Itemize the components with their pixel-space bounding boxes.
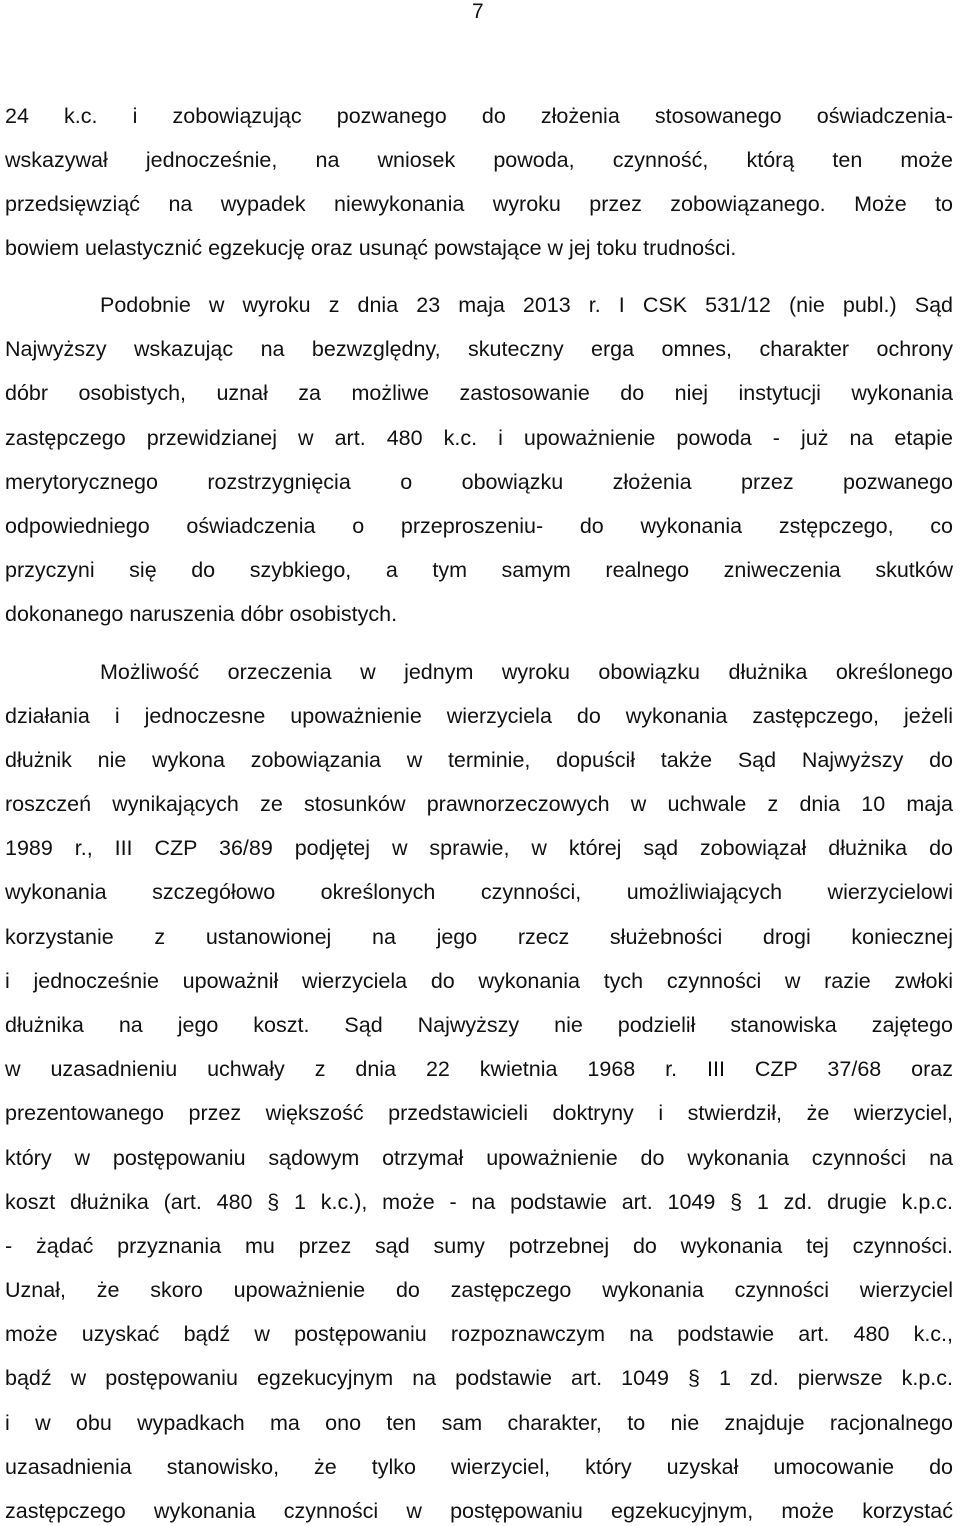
text-line: zastępczego przewidzianej w art. 480 k.c. i upoważnienie powoda - już na etapie bbox=[5, 426, 953, 450]
text-line: bądź w postępowaniu egzekucyjnym na podstawie art. 1049 § 1 zd. pierwsze k.p.c. bbox=[5, 1366, 953, 1390]
text-line: roszczeń wynikających ze stosunków prawnorzeczowych w uchwale z dnia 10 maja bbox=[5, 792, 953, 816]
text-line: i jednocześnie upoważnił wierzyciela do wykonania tych czynności w razie zwłoki bbox=[5, 969, 953, 993]
text-line: dłużnika na jego koszt. Sąd Najwyższy nie podzielił stanowiska zajętego bbox=[5, 1013, 953, 1037]
text-line: - żądać przyznania mu przez sąd sumy potrzebnej do wykonania tej czynności. bbox=[5, 1234, 953, 1258]
text-line: Podobnie w wyroku z dnia 23 maja 2013 r. I CSK 531/12 (nie publ.) Sąd bbox=[100, 293, 953, 317]
text-line: koszt dłużnika (art. 480 § 1 k.c.), może - na podstawie art. 1049 § 1 zd. drugie k.p.c. bbox=[5, 1190, 953, 1214]
text-line: wskazywał jednocześnie, na wniosek powoda, czynność, którą ten może bbox=[5, 148, 953, 172]
text-line: może uzyskać bądź w postępowaniu rozpoznawczym na podstawie art. 480 k.c., bbox=[5, 1322, 953, 1346]
page-number: 7 bbox=[472, 0, 484, 23]
text-line: działania i jednoczesne upoważnienie wierzyciela do wykonania zastępczego, jeżeli bbox=[5, 704, 953, 728]
text-line: który w postępowaniu sądowym otrzymał upoważnienie do wykonania czynności na bbox=[5, 1146, 953, 1170]
text-line: Uznał, że skoro upoważnienie do zastępczego wykonania czynności wierzyciel bbox=[5, 1278, 953, 1302]
text-line: dóbr osobistych, uznał za możliwe zastosowanie do niej instytucji wykonania bbox=[5, 381, 953, 405]
text-line: uzasadnienia stanowisko, że tylko wierzyciel, który uzyskał umocowanie do bbox=[5, 1455, 953, 1479]
text-line: w uzasadnieniu uchwały z dnia 22 kwietnia 1968 r. III CZP 37/68 oraz bbox=[5, 1057, 953, 1081]
text-line: wykonania szczegółowo określonych czynności, umożliwiających wierzycielowi bbox=[5, 880, 953, 904]
text-line: Najwyższy wskazując na bezwzględny, skuteczny erga omnes, charakter ochrony bbox=[5, 337, 953, 361]
text-line: przedsięwziąć na wypadek niewykonania wyroku przez zobowiązanego. Może to bbox=[5, 192, 953, 216]
text-line: odpowiedniego oświadczenia o przeproszeniu- do wykonania zstępczego, co bbox=[5, 514, 953, 538]
text-line: merytorycznego rozstrzygnięcia o obowiązku złożenia przez pozwanego bbox=[5, 470, 953, 494]
text-line: 1989 r., III CZP 36/89 podjętej w sprawie, w której sąd zobowiązał dłużnika do bbox=[5, 836, 953, 860]
text-line: korzystanie z ustanowionej na jego rzecz służebności drogi koniecznej bbox=[5, 925, 953, 949]
text-line: przyczyni się do szybkiego, a tym samym realnego zniweczenia skutków bbox=[5, 558, 953, 582]
text-line: dłużnik nie wykona zobowiązania w terminie, dopuścił także Sąd Najwyższy do bbox=[5, 748, 953, 772]
text-line: zastępczego wykonania czynności w postępowaniu egzekucyjnym, może korzystać bbox=[5, 1499, 953, 1523]
text-line: i w obu wypadkach ma ono ten sam charakter, to nie znajduje racjonalnego bbox=[5, 1411, 953, 1435]
text-line: bowiem uelastycznić egzekucję oraz usunąć powstające w jej toku trudności. bbox=[5, 236, 737, 260]
text-line: prezentowanego przez większość przedstawicieli doktryny i stwierdził, że wierzyciel, bbox=[5, 1101, 953, 1125]
text-line: dokonanego naruszenia dóbr osobistych. bbox=[5, 602, 398, 626]
text-line: 24 k.c. i zobowiązując pozwanego do złożenia stosowanego oświadczenia- bbox=[5, 104, 953, 128]
text-line: Możliwość orzeczenia w jednym wyroku obowiązku dłużnika określonego bbox=[100, 660, 953, 684]
